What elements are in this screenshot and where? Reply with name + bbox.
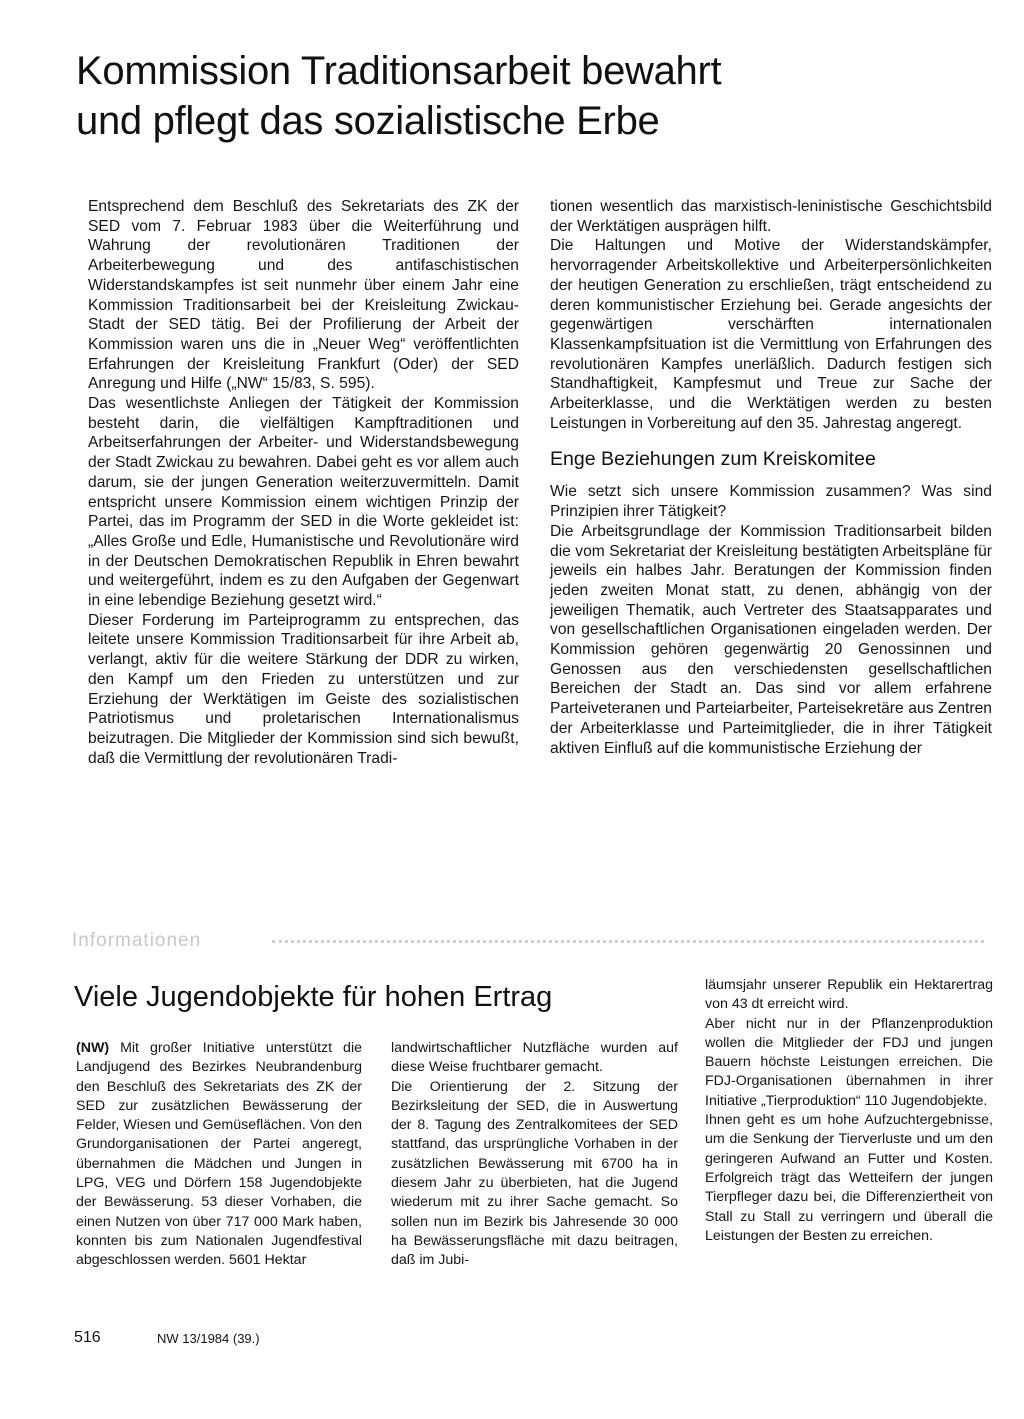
info-column-2 (391, 1039, 678, 1271)
article-title (76, 46, 976, 146)
article-paragraph: tionen wesentlich das marxistisch-leninistische Geschichtsbild der Werktätigen ausprägen hilft. (550, 198, 992, 235)
info-paragraph-text: Mit großer Initiative unterstützt die Landjugend des Bezirkes Neubrandenburg den Beschluß des Sekretariats des ZK der SED zur zusätzlichen Bewässerung der Felder, Wiesen und Gemüseflächen. Von den Grundorganisationen der Partei angeregt, übernahmen die Mädchen und Jungen in LPG, VEG und Dörfern 158 Jugendobjekte der Bewässerung. 53 dieser Vorhaben, die einen Nutzen von über 717 000 Mark haben, konnten bis zum Nationalen Jugendfestival abgeschlossen werden. 5601 Hektar (76, 1040, 362, 1269)
article-paragraph: Die Haltungen und Motive der Widerstandskämpfer, hervorragender Arbeitskollektive und Arbeiterpersönlichkeiten der heutigen Generation zu erschließen, trägt entscheidend zu deren kommunistischer Erziehung bei. Gerade angesichts der gegenwärtigen verschärften internationalen Klassenkampfsituation ist die Vermittlung von Erfahrungen des revolutionären Kampfes unerläßlich. Dadurch festigen sich Standhaftigkeit, Kampfesmut und Treue zur Sache der Arbeiterklasse, und die Werktätigen werden zu besten Leistungen in Vorbereitung auf den 35. Jahrestag angeregt. (550, 237, 992, 432)
info-paragraph: landwirtschaftlicher Nutzfläche wurden auf diese Weise fruchtbarer gemacht. (391, 1040, 678, 1076)
issue-reference: NW 13/1984 (39.) (157, 1331, 260, 1346)
info-column-1 (76, 1039, 362, 1271)
article-paragraph: Das wesentlichste Anliegen der Tätigkeit der Kommission besteht darin, die vielfältigen Kampftraditionen und Arbeitserfahrungen der Arbeiter- und Widerstandsbewegung der Stadt Zwickau zu bewahren. Dabei geht es vor allem auch darum, sie der jungen Generation weiterzuvermitteln. Damit entspricht unsere Kommission einem wichtigen Prinzip der Partei, das im Programm der SED in die Worte gekleidet ist: „Alles Große und Edle, Humanistische und Revolutionäre wird in der Deutschen Demokratischen Republik in Ehren bewahrt und weitergeführt, indem es zu den Aufgaben der Gegenwart in eine lebendige Beziehung gesetzt wird.“ (88, 395, 519, 610)
article-paragraph: Dieser Forderung im Parteiprogramm zu entsprechen, das leitete unsere Kommission Traditionsarbeit für ihre Arbeit ab, verlangt, aktiv für die weitere Stärkung der DDR zu wirken, den Kampf um den Frieden zu unterstützen und zur Erziehung der Werktätigen im Geiste des sozialistischen Patriotismus und proletarischen Internationalismus beizutragen. Die Mitglieder der Kommission sind sich bewußt, daß die Vermittlung der revolutionären Tradi- (88, 611, 519, 767)
info-paragraph: Ihnen geht es um hohe Aufzuchtergebnisse, um die Senkung der Tierverluste und um den geringeren Aufwand an Futter und Kosten. Erfolgreich trägt das Wetteifern der jungen Tierpfleger dazu bei, die Differenziertheit von Stall zu Stall zu verringern und überall die Leistungen der Besten zu erreichen. (705, 1112, 993, 1244)
info-paragraph (76, 1039, 362, 1271)
article-title-line-2: und pflegt das sozialistische Erbe (76, 99, 660, 143)
info-section-bar (72, 930, 984, 952)
info-divider (272, 940, 984, 943)
article-subheading: Enge Beziehungen zum Kreiskomitee (550, 448, 876, 471)
article-paragraph: Entsprechend dem Beschluß des Sekretariats des ZK der SED vom 7. Februar 1983 über die Weiterführung und Wahrung der revolutionären Traditionen der Arbeiterbewegung und des antifaschistischen Widerstandskampfes ist seit nunmehr über einem Jahr eine Kommission Traditionsarbeit bei der Kreisleitung Zwickau-Stadt der SED tätig. Bei der Profilierung der Arbeit der Kommission waren uns die in „Neuer Weg“ veröffentlichten Erfahrungen der Kreisleitung Frankfurt (Oder) der SED Anregung und Hilfe („NW“ 15/83, S. 595). (88, 198, 519, 393)
article-title-line-1: Kommission Traditionsarbeit bewahrt (76, 49, 722, 93)
info-column-3 (705, 976, 993, 1246)
article-paragraph: Die Arbeitsgrundlage der Kommission Traditionsarbeit bilden die vom Sekretariat der Kreisleitung bestätigten Arbeitspläne für jeweils ein halbes Jahr. Beratungen der Kommission finden jeden zweiten Monat statt, zu denen, abhängig von der jeweiligen Thematik, auch Vertreter des Staatsapparates und von gesellschaftlichen Organisationen eingeladen werden. Der Kommission gehören gegenwärtig 20 Genossinnen und Genossen aus den verschiedensten gesellschaftlichen Bereichen der Stadt an. Das sind vor allem erfahrene Parteiveteranen und Parteiarbeiter, Parteisekretäre aus Zentren der Arbeiterklasse und Parteimitglieder, die in ihrer Tätigkeit aktiven Einfluß auf die kommunistische Erziehung der (550, 522, 992, 757)
info-title: Viele Jugendobjekte für hohen Ertrag (74, 981, 553, 1013)
info-paragraph: läumsjahr unserer Republik ein Hektarertrag von 43 dt erreicht wird. (705, 977, 993, 1013)
article-column-2 (550, 197, 992, 758)
page-number: 516 (74, 1329, 101, 1346)
article-paragraph: Wie setzt sich unsere Kommission zusammen? Was sind Prinzipien ihrer Tätigkeit? (550, 483, 992, 521)
info-paragraph: Die Orientierung der 2. Sitzung der Bezirksleitung der SED, die in Auswertung der 8. Tagung des Zentralkomitees der SED stattfand, das ursprüngliche Vorhaben in der zusätzlichen Bewässerung mit 6700 ha in diesem Jahr zu überbieten, hat die Jugend wiederum mit zu ihrer Sache gemacht. So sollen nun im Bezirk bis Jahresende 30 000 ha Bewässerungsfläche mit dazu beitragen, daß im Jubi- (391, 1078, 678, 1269)
source-tag: (NW) (76, 1040, 110, 1056)
page-footer (74, 1328, 474, 1352)
info-section-label: Informationen (72, 930, 202, 951)
info-paragraph: Aber nicht nur in der Pflanzenproduktion wollen die Mitglieder der FDJ und jungen Bauern höchste Leistungen erreichen. Die FDJ-Organisationen übernahmen in ihrer Initiative „Tierproduktion“ 110 Jugendobjekte. (705, 1015, 993, 1109)
article-column-1 (88, 197, 519, 768)
